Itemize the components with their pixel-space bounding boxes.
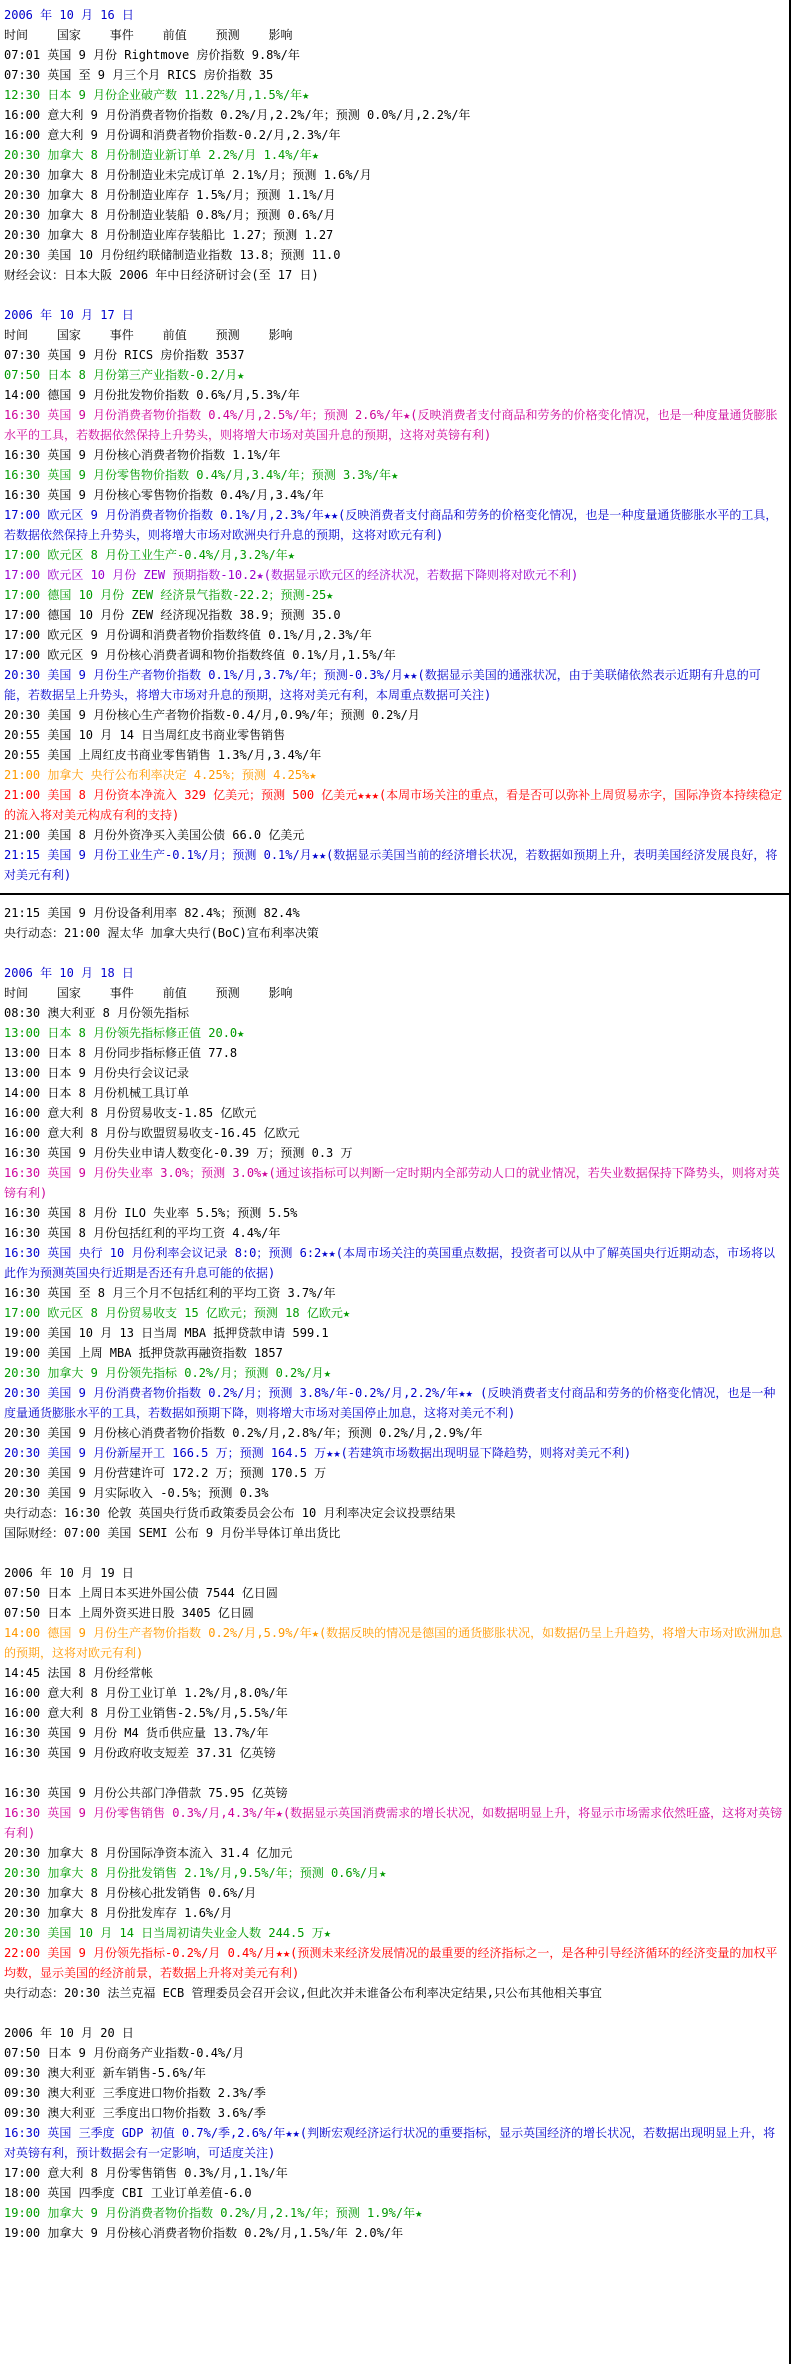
section-gap — [4, 285, 784, 305]
event-row: 20:30 加拿大 8 月份核心批发销售 0.6%/月 — [4, 1886, 257, 1900]
event-row: 16:30 英国 9 月份失业率 3.0%；预测 3.0%★(通过该指标可以判断一定时期内全部劳动人口的就业情况，若失业数据保持下降势头，则将对英镑有利) — [4, 1166, 780, 1200]
event-row: 16:30 英国 9 月份核心零售物价指数 0.4%/月,3.4%/年 — [4, 488, 324, 502]
event-row: 21:00 美国 8 月份资本净流入 329 亿美元；预测 500 亿美元★★★(本周市场关注的重点，看是否可以弥补上周贸易赤字，国际净资本持续稳定的流入将对美元构成有利的支持) — [4, 788, 783, 822]
event-row: 20:30 美国 9 月份核心消费者物价指数 0.2%/月,2.8%/年；预测 0.2%/月,2.9%/年 — [4, 1426, 483, 1440]
event-row: 08:30 澳大利亚 8 月份领先指标 — [4, 1006, 190, 1020]
event-row: 20:30 美国 9 月实际收入 -0.5%；预测 0.3% — [4, 1486, 269, 1500]
event-row: 央行动态：20:30 法兰克福 ECB 管理委员会召开会议,但此次并未谁备公布利率决定结果,只公布其他相关事宜 — [4, 1986, 602, 2000]
event-row: 14:00 德国 9 月份生产者物价指数 0.2%/月,5.9%/年★(数据反映的情况是德国的通货膨胀状况，如数据仍呈上升趋势，将增大市场对欧洲加息的预期，这将对欧元有利) — [4, 1626, 783, 1660]
event-row: 14:45 法国 8 月份经常帐 — [4, 1666, 154, 1680]
event-row: 16:30 英国 9 月份失业申请人数变化-0.39 万；预测 0.3 万 — [4, 1146, 353, 1160]
day-section — [4, 5, 784, 285]
section-gap — [4, 2003, 784, 2023]
event-row: 14:00 日本 8 月份机械工具订单 — [4, 1086, 190, 1100]
event-row: 17:00 欧元区 10 月份 ZEW 预期指数-10.2★(数据显示欧元区的经济状况，若数据下降则将对欧元不利) — [4, 568, 579, 582]
day-section — [4, 305, 784, 885]
event-row: 17:00 欧元区 9 月份调和消费者物价指数终值 0.1%/月,2.3%/年 — [4, 628, 372, 642]
event-row: 17:00 欧元区 8 月份贸易收支 15 亿欧元；预测 18 亿欧元★ — [4, 1306, 351, 1320]
event-row: 22:00 美国 9 月份领先指标-0.2%/月 0.4%/月★★(预测未来经济发展情况的最重要的经济指标之一，是各种引导经济循环的经济变量的加权平均数，显示美国的经济前景，若数据上升将对美元有利) — [4, 1946, 778, 1980]
column-header: 时间 国家 事件 前值 预测 影响 — [4, 328, 293, 342]
event-row: 12:30 日本 9 月份企业破产数 11.22%/月,1.5%/年★ — [4, 88, 310, 102]
event-row: 13:00 日本 8 月份同步指标修正值 77.8 — [4, 1046, 238, 1060]
event-row: 20:30 加拿大 9 月份领先指标 0.2%/月；预测 0.2%/月★ — [4, 1366, 331, 1380]
event-row: 20:30 美国 10 月 14 日当周初请失业金人数 244.5 万★ — [4, 1926, 331, 1940]
event-row: 16:00 意大利 8 月份与欧盟贸易收支-16.45 亿欧元 — [4, 1126, 300, 1140]
column-header: 时间 国家 事件 前值 预测 影响 — [4, 986, 293, 1000]
event-row: 21:15 美国 9 月份设备利用率 82.4%；预测 82.4% — [4, 906, 300, 920]
section-date: 2006 年 10 月 18 日 — [4, 966, 134, 980]
event-row: 16:30 英国 9 月份政府收支短差 37.31 亿英镑 — [4, 1746, 276, 1760]
section-gap — [4, 943, 784, 963]
section-divider — [0, 893, 791, 895]
event-row: 20:30 加拿大 8 月份国际净资本流入 31.4 亿加元 — [4, 1846, 293, 1860]
event-row: 16:00 意大利 8 月份贸易收支-1.85 亿欧元 — [4, 1106, 257, 1120]
event-row: 19:00 加拿大 9 月份消费者物价指数 0.2%/月,2.1%/年；预测 1.9%/年★ — [4, 2206, 423, 2220]
event-row: 09:30 澳大利亚 新车销售-5.6%/年 — [4, 2066, 206, 2080]
event-row: 20:30 加拿大 8 月份制造业装船 0.8%/月；预测 0.6%/月 — [4, 208, 336, 222]
event-row: 07:30 英国 9 月份 RICS 房价指数 3537 — [4, 348, 245, 362]
event-row: 16:00 意大利 8 月份工业订单 1.2%/月,8.0%/年 — [4, 1686, 288, 1700]
event-row: 18:00 英国 四季度 CBI 工业订单差值-6.0 — [4, 2186, 252, 2200]
event-row: 20:30 加拿大 8 月份制造业库存 1.5%/月；预测 1.1%/月 — [4, 188, 336, 202]
event-row: 09:30 澳大利亚 三季度出口物价指数 3.6%/季 — [4, 2106, 266, 2120]
event-row: 16:30 英国 9 月份消费者物价指数 0.4%/月,2.5%/年；预测 2.6%/年★(反映消费者支付商品和劳务的价格变化情况，也是一种度量通货膨胀水平的工具，若数据依然保持上升势头，则将增大市场对英国升息的预期，这将对英镑有利) — [4, 408, 778, 442]
event-row: 20:30 加拿大 8 月份制造业未完成订单 2.1%/月；预测 1.6%/月 — [4, 168, 372, 182]
event-row: 20:30 加拿大 8 月份制造业新订单 2.2%/月 1.4%/年★ — [4, 148, 319, 162]
event-row: 财经会议：日本大阪 2006 年中日经济研讨会(至 17 日) — [4, 268, 319, 282]
section-gap — [4, 1543, 784, 1563]
event-row: 07:50 日本 上周外资买进日股 3405 亿日圆 — [4, 1606, 254, 1620]
event-row: 21:00 加拿大 央行公布利率决定 4.25%；预测 4.25%★ — [4, 768, 317, 782]
event-row: 16:30 英国 8 月份包括红利的平均工资 4.4%/年 — [4, 1226, 281, 1240]
event-row: 20:30 美国 9 月份生产者物价指数 0.1%/月,3.7%/年；预测-0.3%/月★★(数据显示美国的通涨状况，由于美联储依然表示近期有升息的可能，若数据呈上升势头，将增大市场对升息的预期，这将对美元有利，本周重点数据可关注) — [4, 668, 761, 702]
event-row: 17:00 德国 10 月份 ZEW 经济现况指数 38.9；预测 35.0 — [4, 608, 341, 622]
event-row: 20:30 加拿大 8 月份批发库存 1.6%/月 — [4, 1906, 233, 1920]
event-row: 07:50 日本 上周日本买进外国公债 7544 亿日圆 — [4, 1586, 278, 1600]
event-row: 16:30 英国 央行 10 月份利率会议记录 8:0；预测 6:2★★(本周市场关注的英国重点数据，投资者可以从中了解英国央行近期动态，市场将以此作为预测英国央行近期是否还有升息可能的依据) — [4, 1246, 775, 1280]
event-row: 17:00 欧元区 9 月份消费者物价指数 0.1%/月,2.3%/年★★(反映消费者支付商品和劳务的价格变化情况，也是一种度量通货膨胀水平的工具，若数据依然保持上升势头，则将增大市场对欧洲央行升息的预期，这将对欧元有利) — [4, 508, 778, 542]
event-row: 17:00 欧元区 8 月份工业生产-0.4%/月,3.2%/年★ — [4, 548, 295, 562]
section-date: 2006 年 10 月 17 日 — [4, 308, 134, 322]
event-row: 20:30 美国 9 月份营建许可 172.2 万；预测 170.5 万 — [4, 1466, 327, 1480]
event-row: 19:00 美国 10 月 13 日当周 MBA 抵押贷款申请 599.1 — [4, 1326, 329, 1340]
event-row: 16:30 英国 9 月份零售销售 0.3%/月,4.3%/年★(数据显示英国消费需求的增长状况，如数据明显上升，将显示市场需求依然旺盛，这将对英镑有利) — [4, 1806, 783, 1840]
section-date: 2006 年 10 月 16 日 — [4, 8, 134, 22]
event-row: 16:00 意大利 8 月份工业销售-2.5%/月,5.5%/年 — [4, 1706, 288, 1720]
event-row: 07:30 英国 至 9 月三个月 RICS 房价指数 35 — [4, 68, 274, 82]
calendar-page — [4, 5, 784, 2243]
event-row: 19:00 美国 上周 MBA 抵押贷款再融资指数 1857 — [4, 1346, 283, 1360]
event-row: 央行动态：21:00 渥太华 加拿大央行(BoC)宣布利率决策 — [4, 926, 319, 940]
day-section — [4, 1563, 784, 2003]
event-row: 20:55 美国 10 月 14 日当周红皮书商业零售销售 — [4, 728, 286, 742]
day-section — [4, 2023, 784, 2243]
event-row: 09:30 澳大利亚 三季度进口物价指数 2.3%/季 — [4, 2086, 266, 2100]
event-row: 21:00 美国 8 月份外资净买入美国公债 66.0 亿美元 — [4, 828, 305, 842]
event-row: 17:00 意大利 8 月份零售销售 0.3%/月,1.1%/年 — [4, 2166, 288, 2180]
column-header: 时间 国家 事件 前值 预测 影响 — [4, 28, 293, 42]
event-row: 19:00 加拿大 9 月份核心消费者物价指数 0.2%/月,1.5%/年 2.0%/年 — [4, 2226, 404, 2240]
event-row: 20:30 美国 10 月份纽约联储制造业指数 13.8；预测 11.0 — [4, 248, 341, 262]
event-row: 16:30 英国 9 月份零售物价指数 0.4%/月,3.4%/年；预测 3.3%/年★ — [4, 468, 399, 482]
event-row: 13:00 日本 8 月份领先指标修正值 20.0★ — [4, 1026, 245, 1040]
day-section — [4, 903, 784, 943]
section-date: 2006 年 10 月 20 日 — [4, 2026, 134, 2040]
event-row: 20:55 美国 上周红皮书商业零售销售 1.3%/月,3.4%/年 — [4, 748, 322, 762]
event-row: 20:30 加拿大 8 月份制造业库存装船比 1.27；预测 1.27 — [4, 228, 334, 242]
event-row: 07:50 日本 8 月份第三产业指数-0.2/月★ — [4, 368, 245, 382]
event-row: 20:30 加拿大 8 月份批发销售 2.1%/月,9.5%/年；预测 0.6%/月★ — [4, 1866, 387, 1880]
event-row: 国际财经：07:00 美国 SEMI 公布 9 月份半导体订单出货比 — [4, 1526, 341, 1540]
event-row: 17:00 欧元区 9 月份核心消费者调和物价指数终值 0.1%/月,1.5%/年 — [4, 648, 396, 662]
event-row — [4, 1763, 784, 1783]
day-section — [4, 963, 784, 1543]
event-row: 央行动态：16:30 伦敦 英国央行货币政策委员会公布 10 月利率决定会议投票结果 — [4, 1506, 456, 1520]
event-row: 16:30 英国 9 月份公共部门净借款 75.95 亿英镑 — [4, 1786, 288, 1800]
event-row: 14:00 德国 9 月份批发物价指数 0.6%/月,5.3%/年 — [4, 388, 300, 402]
event-row: 13:00 日本 9 月份央行会议记录 — [4, 1066, 190, 1080]
event-row: 16:30 英国 8 月份 ILO 失业率 5.5%；预测 5.5% — [4, 1206, 298, 1220]
event-row: 07:50 日本 9 月份商务产业指数-0.4%/月 — [4, 2046, 245, 2060]
event-row: 20:30 美国 9 月份核心生产者物价指数-0.4/月,0.9%/年；预测 0.2%/月 — [4, 708, 420, 722]
event-row: 07:01 英国 9 月份 Rightmove 房价指数 9.8%/年 — [4, 48, 300, 62]
event-row: 16:30 英国 三季度 GDP 初值 0.7%/季,2.6%/年★★(判断宏观经济运行状况的重要指标，显示英国经济的增长状况，若数据出现明显上升，将对英镑有利，预计数据会有一定影响，可适度关注) — [4, 2126, 776, 2160]
event-row: 16:30 英国 至 8 月三个月不包括红利的平均工资 3.7%/年 — [4, 1286, 336, 1300]
event-row: 16:00 意大利 9 月份消费者物价指数 0.2%/月,2.2%/年；预测 0.0%/月,2.2%/年 — [4, 108, 471, 122]
event-row: 20:30 美国 9 月份新屋开工 166.5 万；预测 164.5 万★★(若建筑市场数据出现明显下降趋势，则将对美元不利) — [4, 1446, 632, 1460]
section-date: 2006 年 10 月 19 日 — [4, 1566, 134, 1580]
event-row: 16:30 英国 9 月份核心消费者物价指数 1.1%/年 — [4, 448, 281, 462]
event-row: 20:30 美国 9 月份消费者物价指数 0.2%/月；预测 3.8%/年-0.2%/月,2.2%/年★★ (反映消费者支付商品和劳务的价格变化情况，也是一种度量通货膨胀水平的工具，若数据如预期下降，则将增大市场对美国停止加息，这将对美元不利) — [4, 1386, 776, 1420]
event-row: 21:15 美国 9 月份工业生产-0.1%/月；预测 0.1%/月★★(数据显示美国当前的经济增长状况，若数据如预期上升，表明美国经济发展良好，将对美元有利) — [4, 848, 778, 882]
event-row: 16:00 意大利 9 月份调和消费者物价指数-0.2/月,2.3%/年 — [4, 128, 341, 142]
event-row: 16:30 英国 9 月份 M4 货币供应量 13.7%/年 — [4, 1726, 269, 1740]
event-row: 17:00 德国 10 月份 ZEW 经济景气指数-22.2；预测-25★ — [4, 588, 334, 602]
